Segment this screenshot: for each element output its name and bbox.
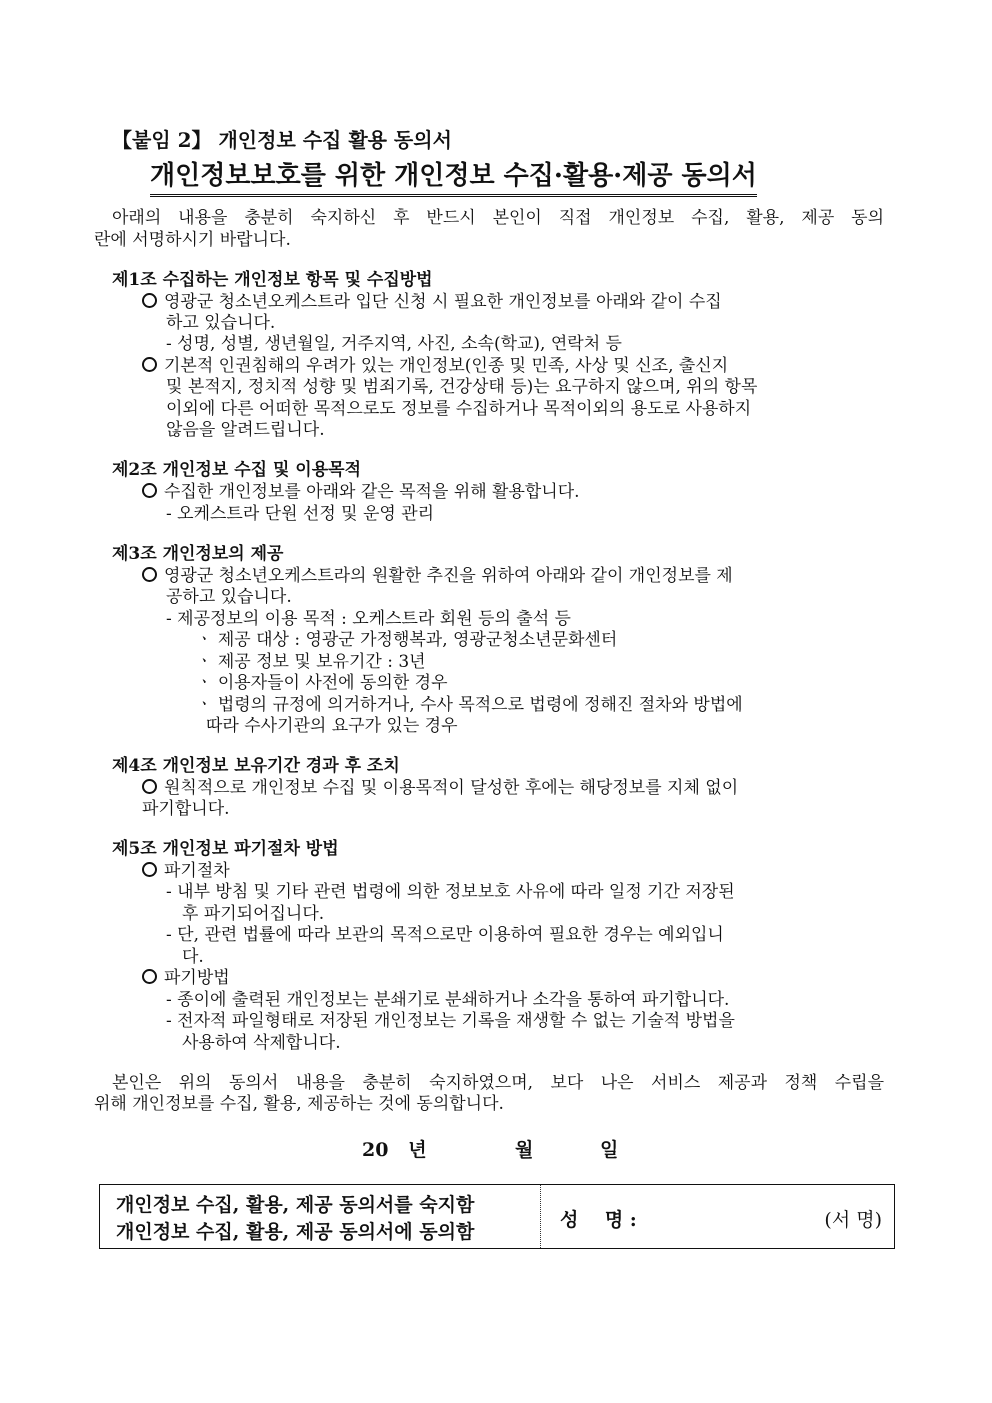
article-3-sub-5: ㆍ 법령의 규정에 의거하거나, 수사 목적으로 법령에 정해진 절차와 방법에: [196, 695, 743, 715]
article-4-bullet-1-cont: 파기합니다.: [142, 799, 230, 819]
circle-bullet-icon: [142, 293, 157, 308]
article-3-sub-3: ㆍ 제공 정보 및 보유기간 : 3년: [196, 652, 426, 672]
signature-field[interactable]: (서 명): [824, 1209, 882, 1231]
circle-bullet-icon: [142, 779, 157, 794]
intro-line-2: 란에 서명하시기 바랍니다.: [94, 230, 291, 250]
circle-bullet-icon: [142, 483, 157, 498]
article-1-heading: 제1조 수집하는 개인정보 항목 및 수집방법: [112, 270, 433, 290]
article-2-sub-1: - 오케스트라 단원 선정 및 운영 관리: [166, 504, 435, 524]
article-5-sub-2-cont: 다.: [182, 947, 204, 967]
article-3-heading: 제3조 개인정보의 제공: [112, 544, 284, 564]
date-year: 20 년: [362, 1139, 427, 1161]
article-5-sub-4: - 전자적 파일형태로 저장된 개인정보는 기록을 재생할 수 없는 기술적 방법을: [166, 1011, 735, 1031]
signature-box: [99, 1184, 895, 1249]
article-3-bullet-1: 영광군 청소년오케스트라의 원활한 추진을 위하여 아래와 같이 개인정보를 제: [142, 566, 733, 587]
article-3-sub-2: ㆍ 제공 대상 : 영광군 가정행복과, 영광군청소년문화센터: [196, 630, 618, 650]
article-3-bullet-1-cont: 공하고 있습니다.: [166, 587, 292, 607]
article-1-bullet-2-cont: 이외에 다른 어떠한 목적으로도 정보를 수집하거나 목적이외의 용도로 사용하지: [166, 399, 752, 419]
intro-line-1: 아래의 내용을 충분히 숙지하신 후 반드시 본인이 직접 개인정보 수집, 활용, 제공 동의: [112, 208, 884, 228]
circle-bullet-icon: [142, 969, 157, 984]
attachment-label: 【붙임 2】 개인정보 수집 활용 동의서: [112, 128, 452, 152]
date-day: 일: [600, 1139, 619, 1161]
document-title: 개인정보보호를 위한 개인정보 수집·활용·제공 동의서: [150, 155, 757, 197]
article-5-sub-4-cont: 사용하여 삭제합니다.: [182, 1033, 341, 1053]
article-5-sub-1: - 내부 방침 및 기타 관련 법령에 의한 정보보호 사유에 따라 일정 기간 저장된: [166, 882, 735, 902]
article-5-sub-3: - 종이에 출력된 개인정보는 분쇄기로 분쇄하거나 소각을 통하여 파기합니다.: [166, 990, 730, 1010]
article-1-bullet-2-cont: 않음을 알려드립니다.: [166, 420, 325, 440]
agree-statement: 개인정보 수집, 활용, 제공 동의서에 동의함: [116, 1221, 475, 1243]
date-month: 월: [515, 1139, 534, 1161]
circle-bullet-icon: [142, 862, 157, 877]
article-3-sub-5-cont: 따라 수사기관의 요구가 있는 경우: [206, 716, 458, 736]
article-1-sub-1: - 성명, 성별, 생년월일, 거주지역, 사진, 소속(학교), 연락처 등: [166, 334, 622, 354]
article-5-sub-1-cont: 후 파기되어집니다.: [182, 904, 325, 924]
circle-bullet-icon: [142, 567, 157, 582]
article-2-heading: 제2조 개인정보 수집 및 이용목적: [112, 460, 361, 480]
article-1-bullet-2: 기본적 인권침해의 우려가 있는 개인정보(인종 및 민족, 사상 및 신조, 출신지: [142, 356, 728, 377]
article-4-heading: 제4조 개인정보 보유기간 경과 후 조치: [112, 756, 400, 776]
acknowledge-statement: 개인정보 수집, 활용, 제공 동의서를 숙지함: [116, 1194, 475, 1216]
article-1-bullet-2-cont: 및 본적지, 정치적 성향 및 범죄기록, 건강상태 등)는 요구하지 않으며, 위의 항목: [166, 377, 758, 397]
article-5-bullet-2: 파기방법: [142, 968, 230, 989]
article-3-sub-1: - 제공정보의 이용 목적 : 오케스트라 회원 등의 출석 등: [166, 609, 571, 629]
closing-line-2: 위해 개인정보를 수집, 활용, 제공하는 것에 동의합니다.: [94, 1094, 504, 1114]
name-label: 성 명 :: [560, 1209, 637, 1231]
article-5-bullet-1: 파기절차: [142, 861, 230, 882]
article-1-bullet-1: 영광군 청소년오케스트라 입단 신청 시 필요한 개인정보를 아래와 같이 수집: [142, 292, 884, 313]
article-3-sub-4: ㆍ 이용자들이 사전에 동의한 경우: [196, 673, 448, 693]
article-5-sub-2: - 단, 관련 법률에 따라 보관의 목적으로만 이용하여 필요한 경우는 예외입니: [166, 925, 724, 945]
article-5-heading: 제5조 개인정보 파기절차 방법: [112, 839, 339, 859]
article-1-bullet-1-cont: 하고 있습니다.: [166, 313, 276, 333]
article-4-bullet-1: 원칙적으로 개인정보 수집 및 이용목적이 달성한 후에는 해당정보를 지체 없이: [142, 778, 738, 799]
article-2-bullet-1: 수집한 개인정보를 아래와 같은 목적을 위해 활용합니다.: [142, 482, 580, 503]
closing-line-1: 본인은 위의 동의서 내용을 충분히 숙지하였으며, 보다 나은 서비스 제공과 정책 수립을: [112, 1073, 884, 1093]
circle-bullet-icon: [142, 357, 157, 372]
acknowledgement-cell: [100, 1185, 541, 1248]
